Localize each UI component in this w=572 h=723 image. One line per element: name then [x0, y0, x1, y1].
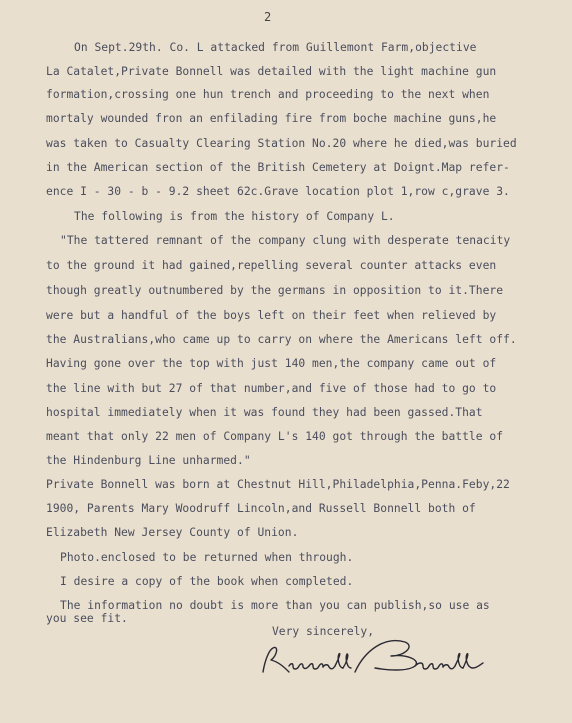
text-line: The following is from the history of Company L.	[74, 210, 395, 223]
text-line: the Hindenburg Line unharmed."	[46, 454, 251, 467]
text-line: I desire a copy of the book when completed.	[60, 575, 354, 588]
text-line: meant that only 22 men of Company L's 140 got through the battle of	[46, 430, 504, 443]
text-line: was taken to Casualty Clearing Station No.20 where he died,was buried	[46, 137, 517, 150]
text-line: you see fit.	[46, 612, 128, 625]
text-line: The information no doubt is more than you can publish,so use as	[60, 599, 490, 612]
text-line: hospital immediately when it was found they had been gassed.That	[46, 406, 483, 419]
text-line: to the ground it had gained,repelling several counter attacks even	[46, 259, 497, 272]
text-line: were but a handful of the boys left on their feet when relieved by	[46, 309, 497, 322]
text-line: Photo.enclosed to be returned when through.	[60, 551, 354, 564]
text-line: La Catalet,Private Bonnell was detailed with the light machine gun	[46, 65, 497, 78]
text-line: Elizabeth New Jersey County of Union.	[46, 526, 299, 539]
text-line: Having gone over the top with just 140 men,the company came out of	[46, 357, 497, 370]
text-line: 1900, Parents Mary Woodruff Lincoln,and Russell Bonnell both of	[46, 502, 476, 515]
closing: Very sincerely,	[272, 625, 375, 638]
text-line: On Sept.29th. Co. L attacked from Guillemont Farm,objective	[74, 41, 477, 54]
text-line: mortaly wounded fron an enfilading fire from boche machine guns,he	[46, 112, 497, 125]
page-number: 2	[264, 10, 272, 24]
text-line: "The tattered remnant of the company clung with desperate tenacity	[60, 234, 511, 247]
text-line: Private Bonnell was born at Chestnut Hill,Philadelphia,Penna.Feby,22	[46, 478, 510, 491]
text-line: though greatly outnumbered by the germans in opposition to it.There	[46, 284, 504, 297]
text-line: formation,crossing one hun trench and proceeding to the next when	[46, 88, 490, 101]
handwritten-signature	[255, 630, 495, 680]
text-line: the line with but 27 of that number,and five of those had to go to	[46, 382, 497, 395]
text-line: in the American section of the British Cemetery at Doignt.Map refer-	[46, 161, 510, 174]
text-line: the Australians,who came up to carry on where the Americans left off.	[46, 333, 517, 346]
text-line: ence I - 30 - b - 9.2 sheet 62c.Grave location plot 1,row c,grave 3.	[46, 185, 510, 198]
